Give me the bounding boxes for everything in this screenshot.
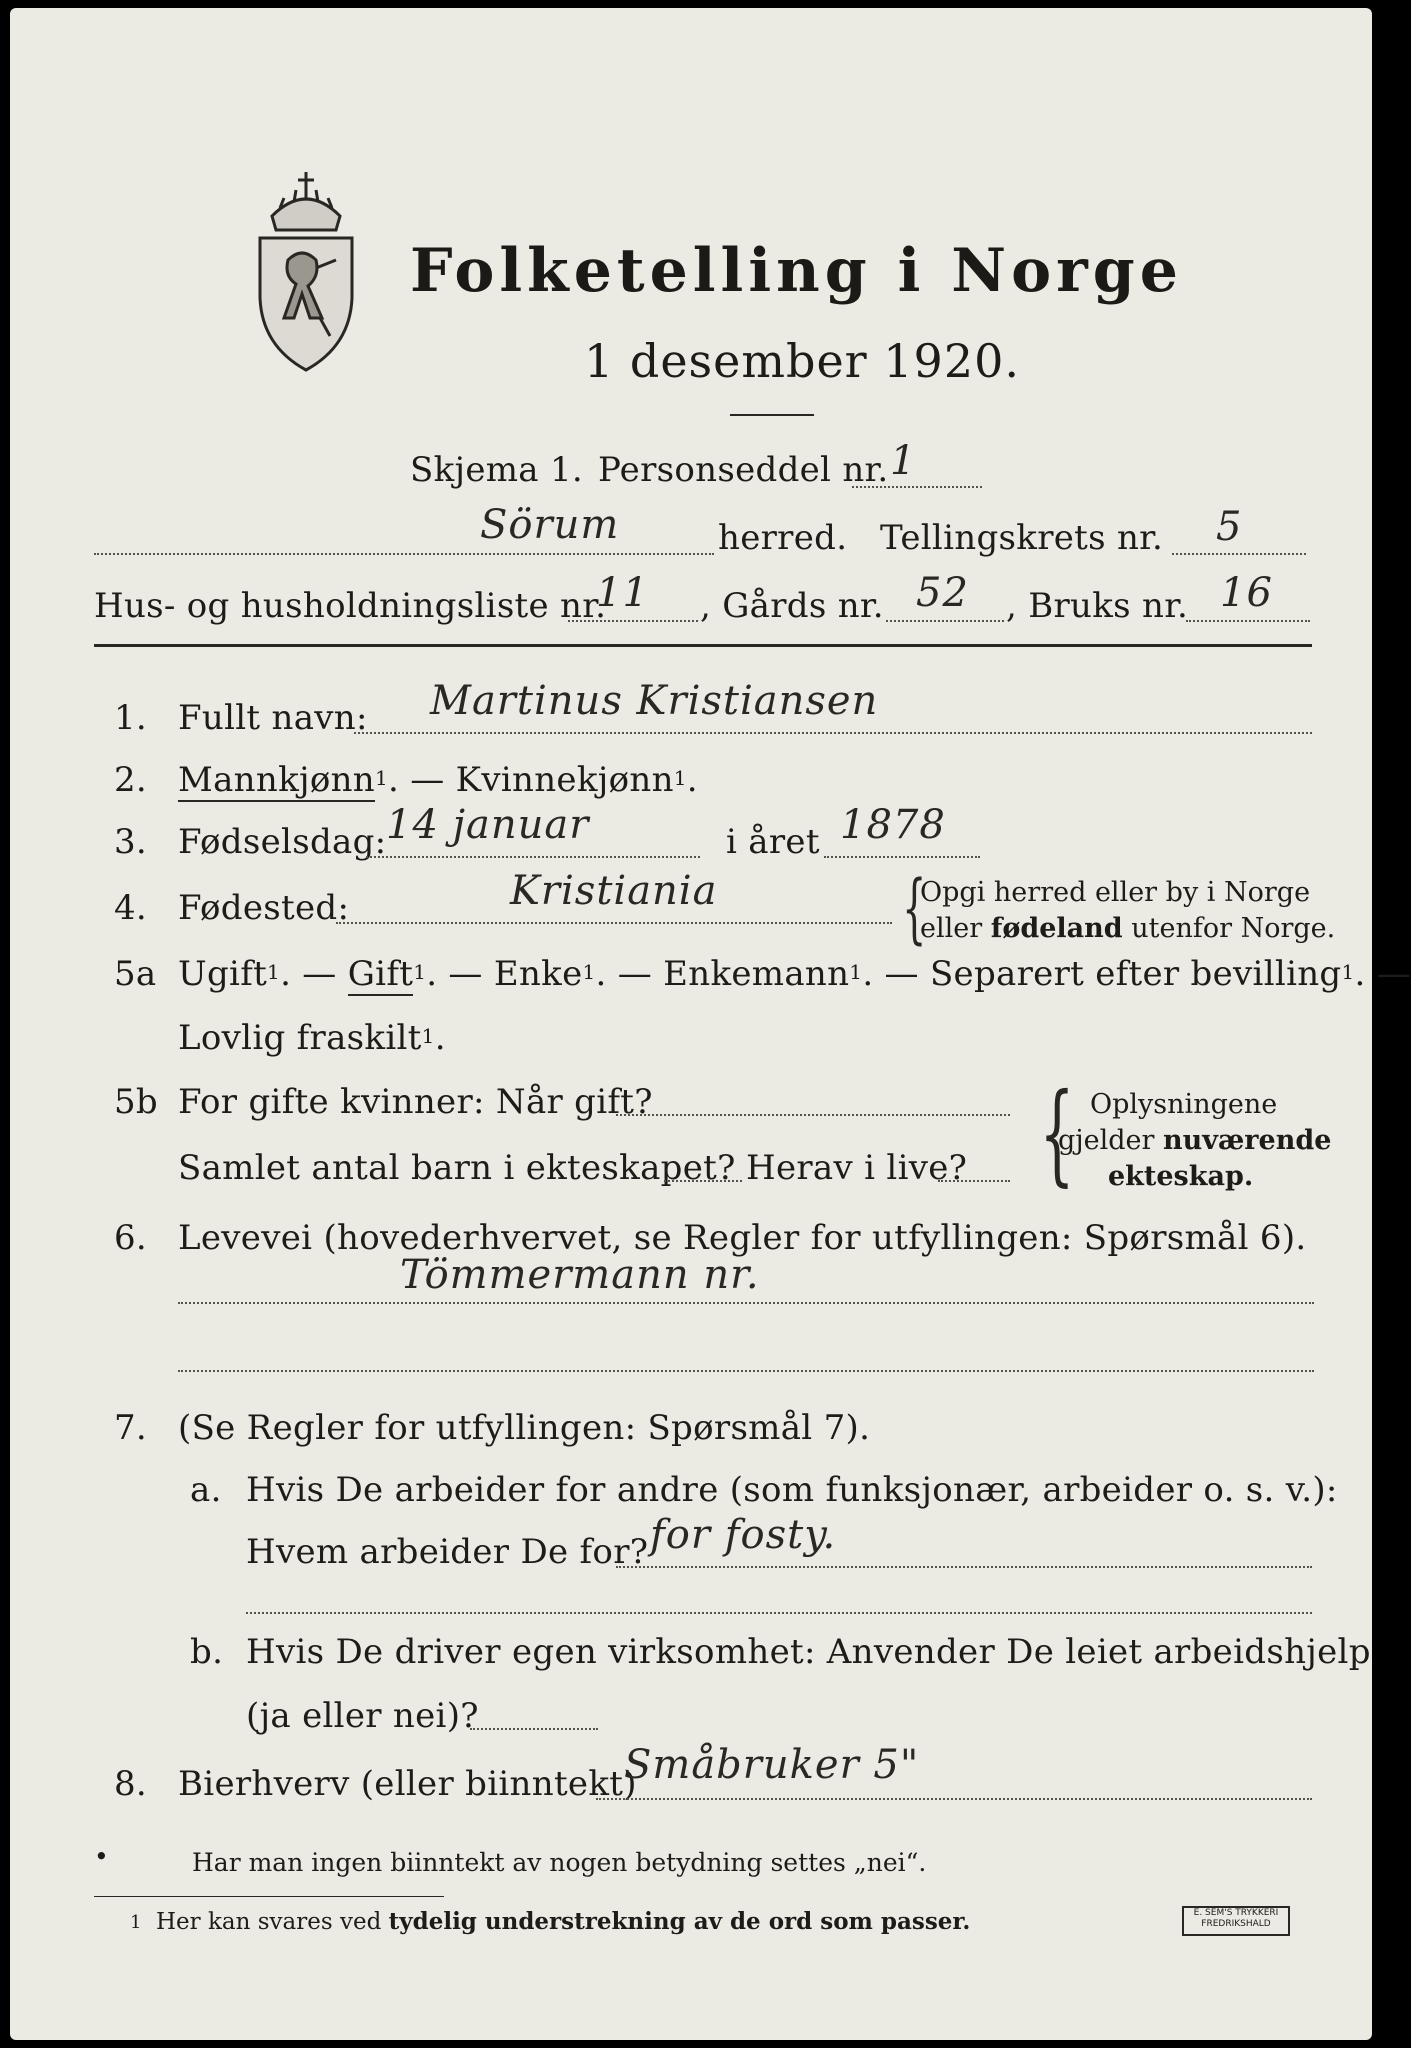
title-divider: [730, 414, 814, 416]
form-title: Folketelling i Norge: [410, 236, 1183, 306]
q7a-line-2: [246, 1612, 1312, 1614]
employer-value: for fosty.: [650, 1512, 837, 1558]
gards-label: , Gårds nr.: [700, 586, 884, 626]
gender-footnote-2: 1: [673, 766, 687, 790]
herred-label: herred.: [718, 518, 848, 558]
gender-dash: . —: [388, 760, 456, 800]
q6-line-1: [178, 1302, 1314, 1304]
skjema-label: Skjema 1.: [410, 450, 584, 490]
nei-note: Har man ingen biinntekt av nogen betydning settes „nei“.: [192, 1848, 927, 1877]
personseddel-label: Personseddel nr.: [598, 450, 889, 490]
gender-footnote-1: 1: [375, 766, 389, 790]
q5b-alive-line: [938, 1180, 1010, 1182]
q4-line: [336, 922, 892, 924]
q8-number: 8.: [114, 1764, 148, 1804]
personseddel-line: [852, 486, 982, 488]
q7-label: (Se Regler for utfyllingen: Spørsmål 7).: [178, 1408, 871, 1448]
census-date: 1 desember 1920.: [584, 334, 1020, 388]
gards-line: [886, 620, 1004, 622]
hus-line: [568, 620, 698, 622]
birth-year-value: 1878: [840, 802, 946, 848]
q5b-label-3: Herav i live?: [746, 1148, 968, 1188]
q3-year-label: i året: [726, 822, 820, 862]
q7a-letter: a.: [190, 1470, 222, 1510]
tellingskrets-line: [1172, 553, 1306, 555]
hus-label: Hus- og husholdningsliste nr.: [94, 586, 607, 626]
q5b-married-line: [616, 1114, 1010, 1116]
q7b-question: (ja eller nei)?: [246, 1696, 479, 1736]
q5b-note-3: ekteskap.: [1108, 1161, 1254, 1192]
q7a-line-1: [616, 1566, 1312, 1568]
q5b-label-2: Samlet antal barn i ekteskapet?: [178, 1148, 736, 1188]
q4-note-2c: utenfor Norge.: [1122, 913, 1336, 944]
q6-line-2: [178, 1370, 1314, 1372]
q1-number: 1.: [114, 698, 148, 738]
q3-day-line: [366, 856, 700, 858]
note-bullet: •: [94, 1842, 109, 1871]
status-lovlig-line: Lovlig fraskilt$^1$.: [178, 1018, 446, 1058]
herred-line: [94, 553, 714, 555]
footnote-text: Her kan svares ved tydelig understrekning av de ord som passer.: [156, 1908, 971, 1935]
q5b-note-2: gjelder nuværende: [1058, 1125, 1332, 1156]
q4-note-2a: eller: [920, 913, 991, 944]
personseddel-value: 1: [890, 438, 917, 484]
q4-note-2b: fødeland: [990, 913, 1123, 944]
q6-number: 6.: [114, 1218, 148, 1258]
birthday-value: 14 januar: [386, 802, 590, 848]
q4-brace: {: [902, 863, 927, 952]
q4-note-1: Opgi herred eller by i Norge: [920, 877, 1311, 908]
q8-line: [596, 1798, 1312, 1800]
footnote-rule: [94, 1896, 444, 1897]
gender-mann: Mannkjønn: [178, 760, 375, 800]
q7b-letter: b.: [190, 1632, 224, 1672]
q5b-label-1: For gifte kvinner: Når gift?: [178, 1082, 653, 1122]
q4-note-2: [920, 912, 1335, 946]
q5b-number: 5b: [114, 1082, 158, 1122]
q4-label: Fødested:: [178, 888, 350, 928]
occupation-value: Tömmermann nr.: [400, 1252, 760, 1298]
status-lovlig: Lovlig fraskilt: [178, 1018, 422, 1058]
side-income-value: Småbruker 5": [624, 1742, 920, 1788]
gender-kvinne: Kvinnekjønn: [455, 760, 674, 800]
bruks-label: , Bruks nr.: [1006, 586, 1189, 626]
q3-number: 3.: [114, 822, 148, 862]
marital-status-line: Ugift$^1$. — Gift$^1$. — Enke$^1$. — Enkemann$^1$. — Separert efter bevilling$^1$. —: [178, 954, 1411, 994]
status-enkemann: Enkemann: [663, 954, 850, 994]
gender-line: [178, 760, 698, 800]
q5b-brace: {: [1039, 1069, 1075, 1197]
q7b-text: Hvis De driver egen virksomhet: Anvender De leiet arbeidshjelp: [246, 1632, 1371, 1672]
birthplace-value: Kristiania: [510, 868, 718, 914]
hus-value: 11: [596, 570, 649, 616]
q8-label: Bierhverv (eller biinntekt): [178, 1764, 637, 1804]
printer-stamp: E. SEM'S TRYKKERI FREDRIKSHALD: [1182, 1906, 1290, 1936]
q6-label: Levevei (hovederhvervet, se Regler for utfyllingen: Spørsmål 6).: [178, 1218, 1307, 1258]
q5b-note-1: Oplysningene: [1090, 1089, 1278, 1120]
status-gift: Gift: [347, 954, 414, 994]
q4-number: 4.: [114, 888, 148, 928]
bruks-line: [1186, 620, 1310, 622]
status-separert: Separert efter bevilling: [929, 954, 1342, 994]
footnote-bold: tydelig understrekning av de ord som passer.: [388, 1908, 971, 1935]
q5a-number: 5a: [114, 954, 157, 994]
q7b-line: [470, 1728, 598, 1730]
gards-value: 52: [916, 570, 969, 616]
tellingskrets-value: 5: [1216, 504, 1243, 550]
status-ugift: Ugift: [178, 954, 268, 994]
q5b-children-line: [664, 1180, 742, 1182]
footnote-number: 1: [130, 1912, 142, 1933]
q7-number: 7.: [114, 1408, 148, 1448]
status-enke: Enke: [493, 954, 583, 994]
norway-coat-of-arms-icon: [250, 168, 362, 374]
q1-label: Fullt navn:: [178, 698, 368, 738]
q7a-text: Hvis De arbeider for andre (som funksjonær, arbeider o. s. v.):: [246, 1470, 1338, 1510]
bruks-value: 16: [1220, 570, 1273, 616]
gender-end: .: [686, 760, 698, 800]
q7a-question: Hvem arbeider De for?: [246, 1532, 649, 1572]
herred-value: Sörum: [480, 502, 620, 548]
q3-label: Fødselsdag:: [178, 822, 387, 862]
tellingskrets-label: Tellingskrets nr.: [880, 518, 1164, 558]
census-form-page: [10, 8, 1411, 2040]
q3-year-line: [824, 856, 980, 858]
header-rule: [94, 644, 1312, 647]
q5b-note-2b: nuværende: [1163, 1125, 1332, 1156]
q2-number: 2.: [114, 760, 148, 800]
q1-line: [354, 732, 1312, 734]
full-name-value: Martinus Kristiansen: [430, 678, 879, 724]
